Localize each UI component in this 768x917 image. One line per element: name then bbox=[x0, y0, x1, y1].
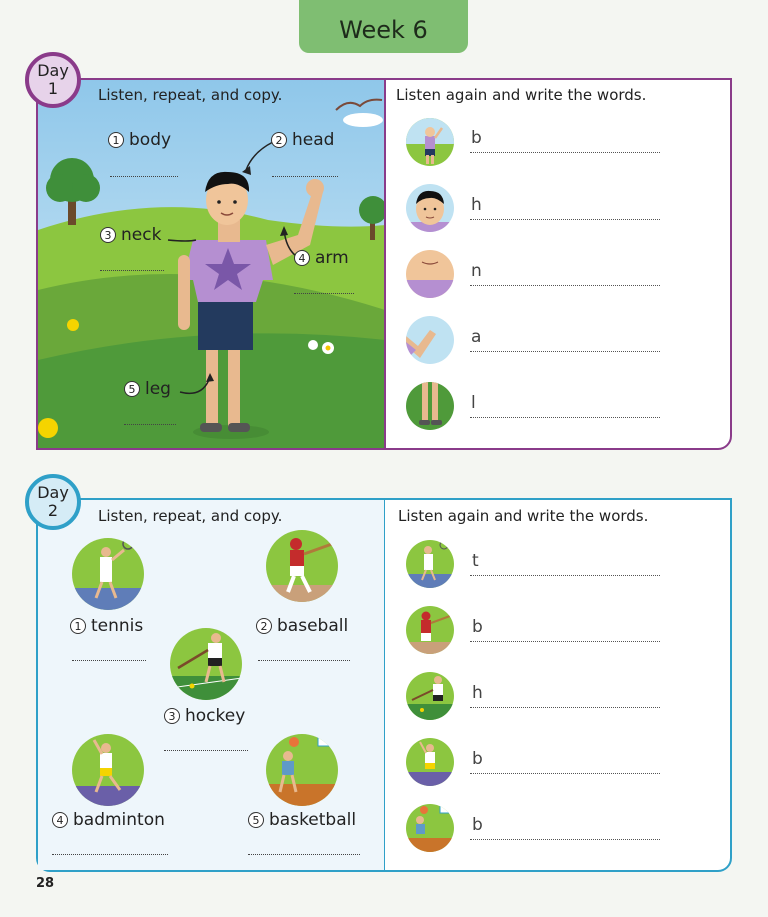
write-letter-3: n bbox=[471, 261, 482, 281]
thumb-body bbox=[406, 118, 454, 166]
write-letter-5: l bbox=[471, 393, 476, 413]
leg-thumbnail-icon bbox=[406, 382, 454, 430]
badminton-image bbox=[72, 734, 144, 806]
number-badge: 2 bbox=[256, 618, 272, 634]
write-line-10[interactable] bbox=[470, 839, 660, 840]
write-letter-1: b bbox=[471, 128, 482, 148]
number-badge: 3 bbox=[100, 227, 116, 243]
day1-column-divider bbox=[384, 80, 386, 448]
word-text: neck bbox=[121, 225, 162, 245]
word-text: arm bbox=[315, 248, 349, 268]
write-letter-8: h bbox=[472, 683, 483, 703]
word-label-tennis bbox=[70, 616, 143, 636]
number-badge: 4 bbox=[52, 812, 68, 828]
head-thumbnail-icon bbox=[406, 184, 454, 232]
number-badge: 5 bbox=[124, 381, 140, 397]
copy-line-head[interactable] bbox=[272, 176, 338, 177]
number-badge: 3 bbox=[164, 708, 180, 724]
word-text: basketball bbox=[269, 810, 357, 830]
tennis-thumbnail-icon bbox=[406, 540, 454, 588]
copy-line-hockey[interactable] bbox=[164, 750, 248, 751]
word-label-arm bbox=[294, 248, 349, 268]
number-badge: 1 bbox=[70, 618, 86, 634]
day2-right-instruction: Listen again and write the words. bbox=[398, 507, 649, 525]
word-label-hockey bbox=[164, 706, 245, 726]
copy-line-leg[interactable] bbox=[124, 424, 176, 425]
write-letter-2: h bbox=[471, 195, 482, 215]
basketball-player-icon bbox=[266, 734, 338, 806]
word-label-basketball bbox=[248, 810, 356, 830]
hockey-image bbox=[170, 628, 242, 700]
thumb-baseball bbox=[406, 606, 454, 654]
tennis-player-icon bbox=[72, 538, 144, 610]
day-label: Day bbox=[37, 61, 69, 80]
day1-panel bbox=[36, 78, 732, 450]
write-line-8[interactable] bbox=[470, 707, 660, 708]
day1-badge bbox=[25, 52, 81, 108]
write-letter-10: b bbox=[472, 815, 483, 835]
day-number: 1 bbox=[47, 79, 59, 98]
word-text: leg bbox=[145, 379, 171, 399]
thumb-basketball bbox=[406, 804, 454, 852]
write-letter-4: a bbox=[471, 327, 482, 347]
word-text: hockey bbox=[185, 706, 246, 726]
day1-left-instruction: Listen, repeat, and copy. bbox=[98, 86, 283, 104]
day2-column-divider bbox=[384, 500, 385, 870]
copy-line-body[interactable] bbox=[110, 176, 178, 177]
badminton-thumbnail-icon bbox=[406, 738, 454, 786]
word-text: baseball bbox=[277, 616, 349, 636]
day2-left-instruction: Listen, repeat, and copy. bbox=[98, 507, 283, 525]
number-badge: 4 bbox=[294, 250, 310, 266]
number-badge: 2 bbox=[271, 132, 287, 148]
write-line-6[interactable] bbox=[470, 575, 660, 576]
arm-thumbnail-icon bbox=[406, 316, 454, 364]
day2-badge bbox=[25, 474, 81, 530]
copy-line-baseball[interactable] bbox=[258, 660, 350, 661]
thumb-leg bbox=[406, 382, 454, 430]
thumb-arm bbox=[406, 316, 454, 364]
word-label-head bbox=[271, 130, 334, 150]
week-title: Week 6 bbox=[299, 0, 468, 53]
number-badge: 5 bbox=[248, 812, 264, 828]
thumb-neck bbox=[406, 250, 454, 298]
thumb-badminton bbox=[406, 738, 454, 786]
neck-thumbnail-icon bbox=[406, 250, 454, 298]
word-label-baseball bbox=[256, 616, 348, 636]
day2-panel bbox=[36, 498, 732, 872]
write-line-5[interactable] bbox=[470, 417, 660, 418]
basketball-thumbnail-icon bbox=[406, 804, 454, 852]
copy-line-tennis[interactable] bbox=[72, 660, 146, 661]
copy-line-badminton[interactable] bbox=[52, 854, 168, 855]
badminton-player-icon bbox=[72, 734, 144, 806]
write-letter-9: b bbox=[472, 749, 483, 769]
body-thumbnail-icon bbox=[406, 118, 454, 166]
word-label-badminton bbox=[52, 810, 165, 830]
write-letter-6: t bbox=[472, 551, 479, 571]
page-number: 28 bbox=[36, 876, 55, 891]
word-label-neck bbox=[100, 225, 161, 245]
day1-right-instruction: Listen again and write the words. bbox=[396, 86, 647, 104]
write-line-2[interactable] bbox=[470, 219, 660, 220]
number-badge: 1 bbox=[108, 132, 124, 148]
basketball-image bbox=[266, 734, 338, 806]
tennis-image bbox=[72, 538, 144, 610]
write-line-3[interactable] bbox=[470, 285, 660, 286]
word-text: badminton bbox=[73, 810, 165, 830]
baseball-player-icon bbox=[266, 530, 338, 602]
word-text: tennis bbox=[91, 616, 144, 636]
write-line-1[interactable] bbox=[470, 152, 660, 153]
hockey-player-icon bbox=[170, 628, 242, 700]
baseball-thumbnail-icon bbox=[406, 606, 454, 654]
word-label-body bbox=[108, 130, 171, 150]
day-label: Day bbox=[37, 483, 69, 502]
write-line-9[interactable] bbox=[470, 773, 660, 774]
thumb-head bbox=[406, 184, 454, 232]
write-line-7[interactable] bbox=[470, 641, 660, 642]
copy-line-arm[interactable] bbox=[294, 293, 354, 294]
baseball-image bbox=[266, 530, 338, 602]
thumb-tennis bbox=[406, 540, 454, 588]
word-label-leg bbox=[124, 379, 171, 399]
thumb-hockey bbox=[406, 672, 454, 720]
copy-line-neck[interactable] bbox=[100, 270, 164, 271]
word-text: head bbox=[292, 130, 335, 150]
write-line-4[interactable] bbox=[470, 351, 660, 352]
word-text: body bbox=[129, 130, 172, 150]
copy-line-basketball[interactable] bbox=[248, 854, 360, 855]
day-number: 2 bbox=[47, 501, 59, 520]
hockey-thumbnail-icon bbox=[406, 672, 454, 720]
write-letter-7: b bbox=[472, 617, 483, 637]
